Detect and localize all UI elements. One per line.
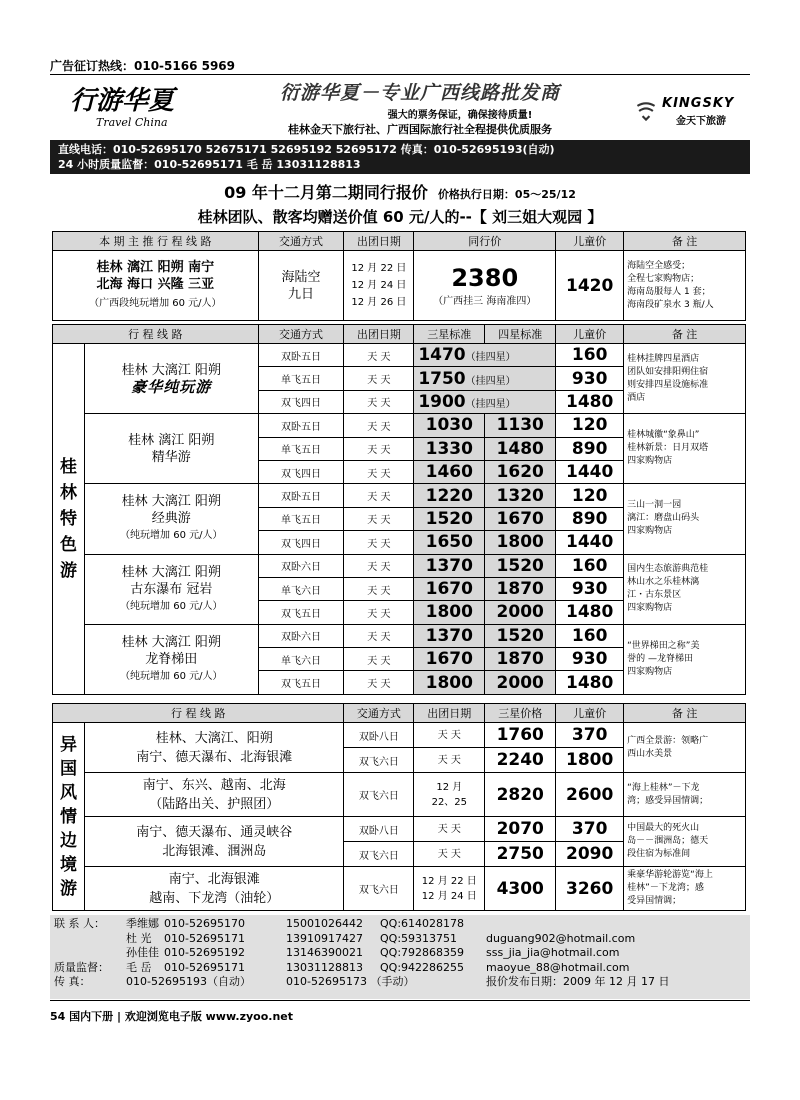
price-3star: 1750 [418, 368, 466, 389]
guilin-col-child: 儿童价 [556, 325, 624, 344]
kingsky-brand: KINGSKY [662, 96, 735, 111]
child-price: 890 [556, 507, 624, 530]
child-price: 3260 [556, 867, 624, 911]
price-4star: 1870 [485, 577, 556, 600]
logo-cn: 行游华夏 [70, 86, 175, 116]
child-price: 370 [556, 817, 624, 842]
child-price: 2600 [556, 773, 624, 817]
price-3star: 1220 [414, 484, 485, 507]
border-col-price: 三星价格 [485, 704, 556, 723]
page-title: 09 年十二月第二期同行报价 [224, 183, 428, 202]
child-price: 120 [556, 484, 624, 507]
remark-cell: 国内生态旅游典范桂 林山水之乐桂林漓 江・古东景区 四家购物店 [624, 554, 746, 624]
price-3star: 1370 [414, 554, 485, 577]
route-cell: 南宁、东兴、越南、北海 （陆路出关、护照团） [84, 773, 344, 817]
price-note: （挂四星） [465, 352, 516, 364]
price-3star: 1800 [414, 601, 485, 624]
price-4star: 1670 [485, 507, 556, 530]
date-cell: 天 天 [344, 671, 414, 694]
route-cell: 南宁、北海银滩 越南、下龙湾（油轮） [84, 867, 344, 911]
price-3star: 1470 [418, 345, 466, 366]
featured-remark: 海陆空全感受； 全程七家购物店； 海南岛服每人 1 套； 海南段矿泉水 3 瓶/人 [624, 251, 746, 321]
child-price: 1440 [556, 531, 624, 554]
price-4star: 1520 [485, 624, 556, 647]
contact-qq: QQ:942286255 [380, 960, 465, 974]
child-price: 120 [556, 414, 624, 437]
child-price: 160 [556, 554, 624, 577]
contact-box [50, 915, 750, 999]
table-row [53, 624, 746, 647]
date-cell: 天 天 [414, 748, 485, 773]
child-price: 370 [556, 723, 624, 748]
transport-cell: 单飞五日 [258, 367, 344, 390]
transport-cell: 双飞五日 [258, 671, 344, 694]
price-cell: 2820 [485, 773, 556, 817]
contact-mobile: 15001026442 [286, 917, 363, 930]
route-cell [84, 344, 258, 414]
price-4star: 1480 [485, 437, 556, 460]
child-price: 1480 [556, 671, 624, 694]
date-cell: 天 天 [344, 390, 414, 413]
price-3star: 1900 [418, 391, 466, 412]
transport-cell: 单飞六日 [258, 648, 344, 671]
child-price: 890 [556, 437, 624, 460]
child-price: 930 [556, 577, 624, 600]
footer-divider [50, 1000, 750, 1001]
remark-cell: “世界梯田之称”美 誉的 —龙脊梯田 四家购物店 [624, 624, 746, 694]
remark-cell: 桂林城徽“象鼻山” 桂林新景：日月双塔 四家购物店 [624, 414, 746, 484]
subtitle: 桂林团队、散客均赠送价值 60 元/人的--【 刘三姐大观园 】 [197, 208, 603, 226]
route-cell [84, 554, 258, 624]
fax-fax2: 010-52695173 （手动） [286, 975, 415, 988]
date-cell: 天 天 [344, 531, 414, 554]
guilin-side-label: 桂 林 特 色 游 [53, 344, 85, 695]
route-cell [84, 624, 258, 694]
route-cell [84, 484, 258, 554]
transport-cell: 双飞六日 [344, 773, 414, 817]
table-row [53, 773, 746, 817]
table-row [53, 867, 746, 911]
contact-mobile: 13146390021 [286, 946, 363, 959]
col-remark: 备 注 [624, 232, 746, 251]
contact-name: 杜 光 [126, 931, 152, 945]
guilin-col-transport: 交通方式 [258, 325, 344, 344]
contact-mobile: 13910917427 [286, 931, 363, 945]
col-price: 同行价 [414, 232, 556, 251]
contact-email: duguang902@hotmail.com [486, 931, 636, 945]
child-price: 2090 [556, 842, 624, 867]
contact-phone: 010-52695192 [164, 946, 245, 959]
table-row [53, 414, 746, 437]
featured-dates: 12 月 22 日 12 月 24 日 12 月 26 日 [344, 251, 414, 321]
price-cell: 2070 [485, 817, 556, 842]
price-cell: 4300 [485, 867, 556, 911]
date-cell: 天 天 [414, 817, 485, 842]
title-block [50, 177, 750, 225]
table-row [53, 484, 746, 507]
price-4star: 1800 [485, 531, 556, 554]
price-note: （挂四星） [465, 398, 516, 410]
contact-label: 质量监督： [54, 960, 109, 974]
date-cell: 天 天 [344, 601, 414, 624]
border-col-remark: 备 注 [624, 704, 746, 723]
date-cell: 天 天 [344, 437, 414, 460]
route-name: 桂林 大漓江 阳朔 [121, 634, 221, 650]
contact-label: 联 系 人： [54, 917, 105, 930]
price-4star: 1520 [485, 554, 556, 577]
guilin-col-date: 出团日期 [344, 325, 414, 344]
border-col-date: 出团日期 [414, 704, 485, 723]
featured-table [52, 231, 746, 321]
transport-cell: 单飞五日 [258, 437, 344, 460]
col-child: 儿童价 [556, 232, 624, 251]
phone-bar [50, 140, 750, 174]
route-note: （广西段纯玩增加 60 元/人） [89, 298, 222, 309]
transport-cell: 双飞四日 [258, 531, 344, 554]
date-cell: 天 天 [414, 842, 485, 867]
child-price: 1440 [556, 460, 624, 483]
guilin-col-remark: 备 注 [624, 325, 746, 344]
contact-name: 毛 岳 [126, 960, 152, 974]
featured-price: 2380 [451, 264, 519, 292]
price-4star: 1620 [485, 460, 556, 483]
contact-phone: 010-52695171 [164, 931, 245, 945]
featured-price-cell [414, 251, 556, 321]
date-cell: 天 天 [344, 624, 414, 647]
transport-cell: 双飞六日 [344, 842, 414, 867]
contact-email: sss_jia_jia@hotmail.com [486, 946, 620, 959]
table-row [53, 723, 746, 748]
remark-cell: 广西全景游：领略广 西山水美景 [624, 723, 746, 773]
contact-qq: QQ:59313751 [380, 931, 458, 945]
transport-cell: 双卧六日 [258, 624, 344, 647]
contact-qq: QQ:614028178 [380, 917, 465, 930]
remark-cell: 中国最大的死火山 岛－－涠洲岛；德天 段住宿为标准间 [624, 817, 746, 867]
transport-cell: 单飞六日 [258, 577, 344, 600]
border-col-child: 儿童价 [556, 704, 624, 723]
guilin-col-route: 行 程 线 路 [53, 325, 259, 344]
featured-route [53, 251, 259, 321]
price-4star: 2000 [485, 671, 556, 694]
child-price: 160 [556, 344, 624, 367]
date-cell: 天 天 [344, 484, 414, 507]
ad-hotline: 广告征订热线：010-5166 5969 [50, 59, 236, 73]
child-price: 1480 [556, 390, 624, 413]
price-3star: 1460 [414, 460, 485, 483]
transport-cell: 双飞六日 [344, 748, 414, 773]
transport-cell: 双卧五日 [258, 344, 344, 367]
route-name: 桂林 大漓江 阳朔 [121, 564, 221, 580]
route-subtitle: 精华游 [151, 449, 191, 465]
contact-row [54, 917, 746, 932]
date-cell: 天 天 [344, 414, 414, 437]
remark-cell: 桂林挂牌四星酒店 团队如安排阳朔住宿 则安排四星设施标准 酒店 [624, 344, 746, 414]
fax-publish_date: 报价发布日期：2009 年 12 月 17 日 [486, 975, 670, 988]
date-cell: 天 天 [344, 648, 414, 671]
table-row [53, 344, 746, 367]
fax-row [54, 975, 746, 990]
price-cell: 1760 [485, 723, 556, 748]
transport-cell: 双卧五日 [258, 414, 344, 437]
route-note: （纯玩增加 60 元/人） [120, 530, 223, 542]
kingsky-brand-cn: 金天下旅游 [676, 116, 726, 127]
border-col-route: 行 程 线 路 [53, 704, 344, 723]
date-cell: 天 天 [344, 344, 414, 367]
date-cell: 天 天 [344, 460, 414, 483]
route-cell: 南宁、德天瀑布、通灵峡谷 北海银滩、涠洲岛 [84, 817, 344, 867]
date-cell: 天 天 [344, 577, 414, 600]
price-4star: 1130 [485, 414, 556, 437]
contact-email: maoyue_88@hotmail.com [486, 960, 630, 974]
fax-label: 传 真： [54, 975, 91, 988]
price-3star: 1520 [414, 507, 485, 530]
slogan: 衍游华夏－专业广西线路批发商 [279, 82, 560, 104]
logo-en: Travel China [96, 116, 168, 129]
transport-cell: 双飞四日 [258, 460, 344, 483]
route-line-2: 北海 海口 兴隆 三亚 [96, 277, 215, 292]
price-3star: 1800 [414, 671, 485, 694]
transport-cell: 双飞四日 [258, 390, 344, 413]
contact-phone: 010-52695170 [164, 917, 245, 930]
date-cell: 天 天 [344, 554, 414, 577]
transport-cell: 双飞五日 [258, 601, 344, 624]
price-3star: 1370 [414, 624, 485, 647]
remark-cell: 三山一洞一园 漓江：磨盘山码头 四家购物店 [624, 484, 746, 554]
date-cell: 天 天 [344, 507, 414, 530]
col-route: 本 期 主 推 行 程 线 路 [53, 232, 259, 251]
route-subtitle: 龙脊梯田 [145, 651, 198, 667]
date-cell: 12 月 22、25 [414, 773, 485, 817]
guilin-col-3star: 三星标准 [414, 325, 485, 344]
border-side-label: 异 国 风 情 边 境 游 [53, 723, 85, 911]
route-subtitle: 经典游 [151, 511, 191, 527]
price-3star-cell [414, 344, 556, 367]
price-3star: 1330 [414, 437, 485, 460]
price-note: （挂四星） [465, 375, 516, 387]
date-cell: 12 月 22 日 12 月 24 日 [414, 867, 485, 911]
col-date: 出团日期 [344, 232, 414, 251]
transport-cell: 单飞五日 [258, 507, 344, 530]
remark-cell: “海上桂林”－下龙 湾；感受异国情调； [624, 773, 746, 817]
route-note: （纯玩增加 60 元/人） [120, 600, 223, 612]
tagline: 强大的票务保证，确保接待质量! [387, 110, 533, 121]
guilin-table [52, 324, 746, 695]
route-note: （纯玩增加 60 元/人） [120, 670, 223, 682]
price-3star-cell [414, 367, 556, 390]
child-price: 1800 [556, 748, 624, 773]
col-transport: 交通方式 [258, 232, 344, 251]
transport-cell: 双卧六日 [258, 554, 344, 577]
route-cell: 桂林、大漓江、阳朔 南宁、德天瀑布、北海银滩 [84, 723, 344, 773]
transport-cell: 双飞六日 [344, 867, 414, 911]
featured-price-note: （广西挂三 海南准四） [433, 296, 537, 307]
contact-row [54, 946, 746, 961]
contact-name: 孙佳佳 [126, 946, 159, 959]
price-4star: 1320 [485, 484, 556, 507]
child-price: 930 [556, 648, 624, 671]
table-row [53, 554, 746, 577]
contact-qq: QQ:792868359 [380, 946, 465, 959]
route-name: 桂林 大漓江 阳朔 [121, 494, 221, 510]
featured-transport: 海陆空 九日 [258, 251, 344, 321]
date-cell: 天 天 [344, 367, 414, 390]
contact-name: 季维娜 [126, 917, 159, 930]
route-name: 桂林 大漓江 阳朔 [121, 362, 221, 378]
date-cell: 天 天 [414, 723, 485, 748]
child-price: 930 [556, 367, 624, 390]
transport-cell: 双卧五日 [258, 484, 344, 507]
border-table [52, 703, 746, 911]
price-3star: 1650 [414, 531, 485, 554]
route-cell [84, 414, 258, 484]
price-3star-cell [414, 390, 556, 413]
footer: 54 国内下册 | 欢迎浏览电子版 www.zyoo.net [50, 1010, 294, 1023]
transport-cell: 双卧八日 [344, 723, 414, 748]
contact-phone: 010-52695171 [164, 960, 245, 974]
contact-mobile: 13031128813 [286, 960, 363, 974]
contact-row [54, 961, 746, 976]
route-name: 桂林 漓江 阳朔 [128, 432, 215, 448]
route-subtitle: 豪华纯玩游 [131, 377, 212, 396]
price-4star: 1870 [485, 648, 556, 671]
fax-fax1: 010-52695193（自动） [126, 975, 251, 988]
validity: 价格执行日期：05～25/12 [437, 188, 576, 201]
price-3star: 1030 [414, 414, 485, 437]
price-4star: 2000 [485, 601, 556, 624]
price-cell: 2750 [485, 842, 556, 867]
route-line-1: 桂林 漓江 阳朔 南宁 [96, 260, 215, 275]
phone-line-2: 24 小时质量监督：010-52695171 毛 岳 13031128813 [58, 158, 361, 171]
child-price: 160 [556, 624, 624, 647]
table-row [53, 817, 746, 842]
route-subtitle: 古东瀑布 冠岩 [130, 581, 213, 597]
child-price: 1480 [556, 601, 624, 624]
guilin-col-4star: 四星标准 [485, 325, 556, 344]
price-cell: 2240 [485, 748, 556, 773]
contact-row [54, 932, 746, 947]
kingsky-logo-icon [634, 100, 658, 122]
featured-child: 1420 [556, 251, 624, 321]
remark-cell: 乘豪华游轮游览“海上 桂林”－下龙湾；感 受异国情调； [624, 867, 746, 911]
border-col-transport: 交通方式 [344, 704, 414, 723]
price-3star: 1670 [414, 577, 485, 600]
transport-cell: 双卧八日 [344, 817, 414, 842]
price-3star: 1670 [414, 648, 485, 671]
agencies: 桂林金天下旅行社、广西国际旅行社全程提供优质服务 [288, 123, 552, 136]
phone-line-1: 直线电话：010-52695170 52675171 52695192 52695172 传真：010-52695193(自动) [58, 143, 555, 156]
